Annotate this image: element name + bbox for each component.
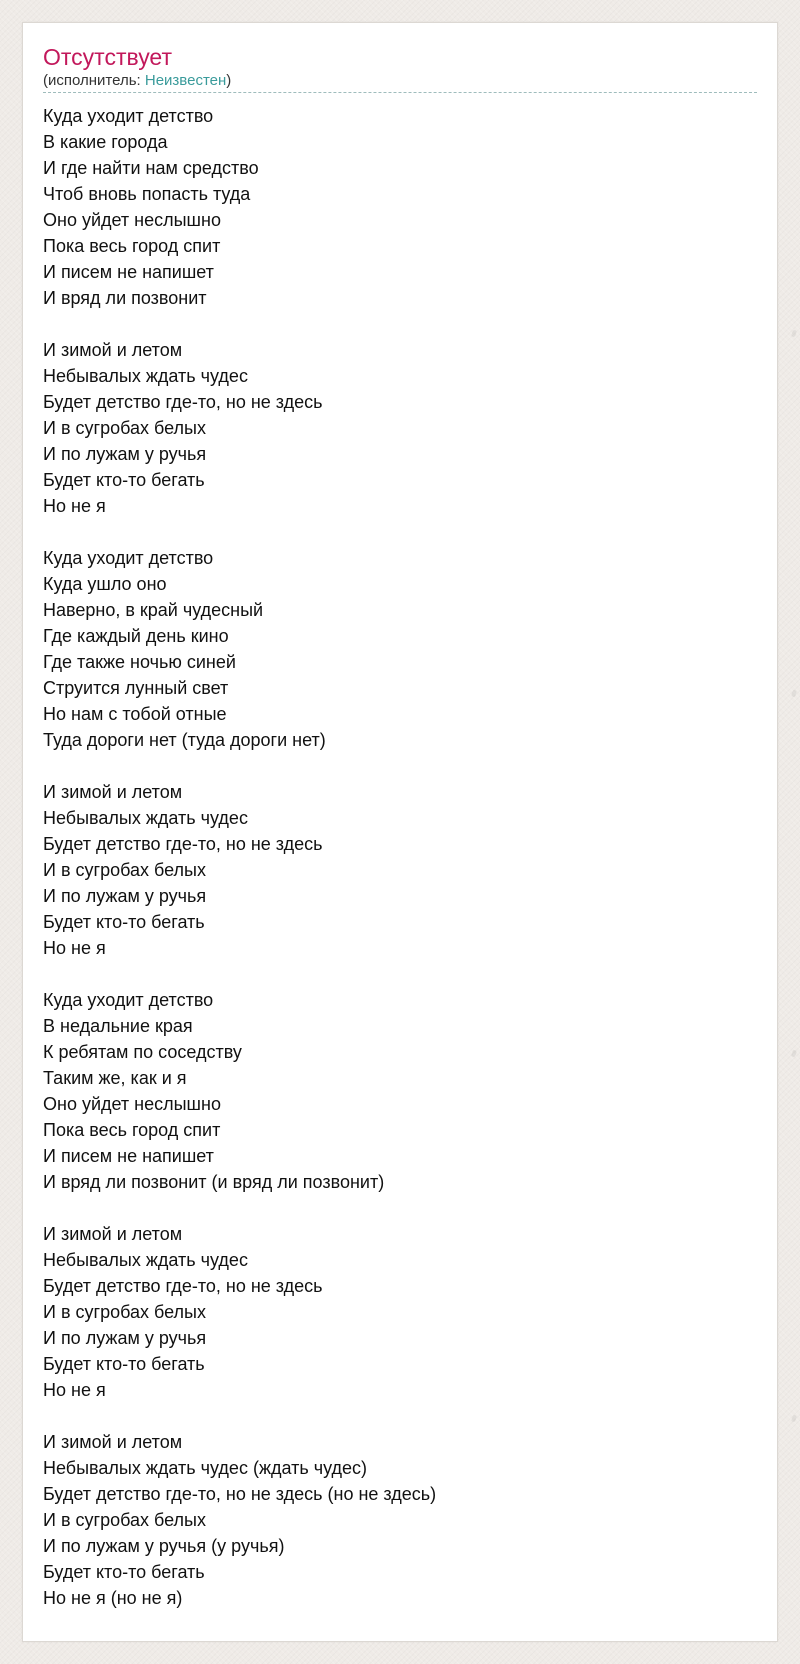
song-title: Отсутствует xyxy=(43,44,172,70)
lyric-line: Пока весь город спит xyxy=(43,1120,221,1140)
lyric-line: И в сугробах белых xyxy=(43,418,206,438)
lyric-line: И по лужам у ручья (у ручья) xyxy=(43,1536,285,1556)
lyric-line: Куда уходит детство xyxy=(43,990,214,1010)
background-texture-mark xyxy=(791,690,797,698)
stanza-break xyxy=(43,519,757,545)
artist-prefix: (исполнитель: xyxy=(43,72,145,89)
lyric-line: И зимой и летом xyxy=(43,1432,183,1452)
lyric-line: Будет кто-то бегать xyxy=(43,470,205,490)
lyric-line: Небывалых ждать чудес xyxy=(43,808,248,828)
lyric-line: И вряд ли позвонит (и вряд ли позвонит) xyxy=(43,1172,385,1192)
artist-link[interactable]: Неизвестен xyxy=(144,72,227,89)
lyric-line: Но не я (но не я) xyxy=(43,1588,183,1608)
lyric-line: Куда уходит детство xyxy=(43,106,214,126)
stanza-break xyxy=(43,311,757,337)
lyric-line: Но нам с тобой отные xyxy=(43,704,227,724)
lyric-line: Будет детство где-то, но не здесь (но не здесь) xyxy=(43,1484,437,1504)
lyric-line: К ребятам по соседству xyxy=(43,1042,242,1062)
lyric-line: Оно уйдет неслышно xyxy=(43,210,221,230)
lyric-line: И зимой и летом xyxy=(43,782,183,802)
lyric-line: Небывалых ждать чудес xyxy=(43,1250,248,1270)
stanza-break xyxy=(43,1195,757,1221)
stanza-break xyxy=(43,1403,757,1429)
lyric-line: Таким же, как и я xyxy=(43,1068,187,1088)
lyric-line: И по лужам у ручья xyxy=(43,1328,207,1348)
background-texture-mark xyxy=(791,1415,797,1423)
artist-line xyxy=(43,71,757,93)
lyric-line: И по лужам у ручья xyxy=(43,886,207,906)
background-texture-mark xyxy=(791,330,797,338)
lyric-line: Куда ушло оно xyxy=(43,574,167,594)
lyrics-card xyxy=(22,22,778,1642)
lyric-line: Небывалых ждать чудес xyxy=(43,366,248,386)
lyric-line: Струится лунный свет xyxy=(43,678,229,698)
lyric-line: Будет детство где-то, но не здесь xyxy=(43,1276,323,1296)
lyric-line: Туда дороги нет (туда дороги нет) xyxy=(43,730,326,750)
lyric-line: И вряд ли позвонит xyxy=(43,288,207,308)
lyric-line: Но не я xyxy=(43,496,106,516)
lyric-line: Где каждый день кино xyxy=(43,626,229,646)
lyric-line: И в сугробах белых xyxy=(43,860,206,880)
lyric-line: Оно уйдет неслышно xyxy=(43,1094,221,1114)
lyric-line: Будет детство где-то, но не здесь xyxy=(43,834,323,854)
lyric-line: И писем не напишет xyxy=(43,262,214,282)
lyric-line: И в сугробах белых xyxy=(43,1302,206,1322)
lyric-line: Небывалых ждать чудес (ждать чудес) xyxy=(43,1458,368,1478)
lyric-line: И зимой и летом xyxy=(43,340,183,360)
lyric-line: Чтоб вновь попасть туда xyxy=(43,184,251,204)
lyrics-body xyxy=(43,103,757,1611)
lyric-line: И по лужам у ручья xyxy=(43,444,207,464)
lyric-line: Куда уходит детство xyxy=(43,548,214,568)
lyric-line: И где найти нам средство xyxy=(43,158,259,178)
lyric-line: Наверно, в край чудесный xyxy=(43,600,264,620)
lyric-line: Будет детство где-то, но не здесь xyxy=(43,392,323,412)
lyric-line: Но не я xyxy=(43,938,106,958)
lyric-line: Будет кто-то бегать xyxy=(43,1354,205,1374)
stanza-break xyxy=(43,961,757,987)
artist-suffix: ) xyxy=(226,72,232,89)
stanza-break xyxy=(43,753,757,779)
lyric-line: И зимой и летом xyxy=(43,1224,183,1244)
lyric-line: Будет кто-то бегать xyxy=(43,1562,205,1582)
background-texture-mark xyxy=(791,1050,797,1058)
lyric-line: Пока весь город спит xyxy=(43,236,221,256)
lyric-line: Будет кто-то бегать xyxy=(43,912,205,932)
lyric-line: И писем не напишет xyxy=(43,1146,214,1166)
lyric-line: Где также ночью синей xyxy=(43,652,236,672)
lyric-line: Но не я xyxy=(43,1380,106,1400)
lyric-line: В какие города xyxy=(43,132,168,152)
lyric-line: В недальние края xyxy=(43,1016,193,1036)
lyric-line: И в сугробах белых xyxy=(43,1510,206,1530)
